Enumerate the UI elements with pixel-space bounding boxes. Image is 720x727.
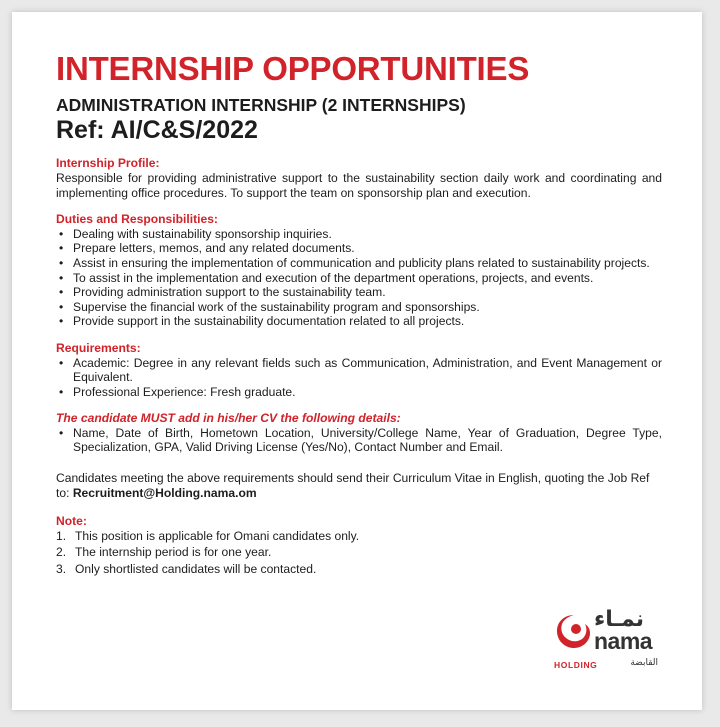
profile-section (56, 156, 662, 200)
logo-holding-arabic: القابضة (630, 658, 658, 668)
cv-section (56, 411, 662, 455)
nama-swirl-icon (554, 609, 594, 657)
list-item: • Assist in ensuring the implementation of communication and publicity plans related to sustainability projects. (56, 256, 662, 271)
list-item: • Dealing with sustainability sponsorship inquiries. (56, 227, 662, 242)
apply-section (56, 471, 662, 500)
duties-section (56, 212, 662, 329)
job-posting-card (12, 12, 702, 710)
list-item: • Provide support in the sustainability documentation related to all projects. (56, 314, 662, 329)
requirements-list (56, 356, 662, 400)
list-item: • Prepare letters, memos, and any related documents. (56, 241, 662, 256)
list-item: 3. Only shortlisted candidates will be contacted. (56, 562, 317, 577)
note-heading: Note: (56, 514, 87, 529)
profile-heading: Internship Profile: (56, 156, 160, 171)
list-item: 1. This position is applicable for Omani candidates only. (56, 528, 360, 543)
list-item: • Providing administration support to the sustainability team. (56, 285, 662, 300)
duties-list (56, 227, 662, 329)
recruitment-email-link[interactable]: Recruitment@Holding.nama.om (72, 485, 257, 500)
requirements-heading: Requirements: (56, 340, 141, 355)
list-item: 2. The internship period is for one year. (56, 545, 272, 560)
logo-name: nama (594, 628, 653, 654)
note-list (56, 529, 662, 577)
list-item: • Name, Date of Birth, Hometown Location, University/College Name, Year of Graduation, Degree Type, Specialization, GPA, Valid Driving License (Yes/No), Contact Number and Email. (56, 426, 662, 455)
list-item: • Academic: Degree in any relevant fields such as Communication, Administration, and Event Management or Equivalent. (56, 356, 662, 385)
nama-holding-logo (554, 609, 662, 673)
duties-heading: Duties and Responsibilities: (56, 212, 218, 227)
list-item: • Professional Experience: Fresh graduate. (56, 385, 662, 400)
cv-list (56, 426, 662, 455)
logo-holding-text: HOLDING (554, 660, 598, 670)
cv-heading: The candidate MUST add in his/her CV the following details: (56, 411, 401, 426)
requirements-section (56, 341, 662, 399)
profile-text: Responsible for providing administrative support to the sustainability section daily work and coordinating and implementing office procedures. To support the team on sponsorship plan and execution. (56, 170, 662, 200)
note-section (56, 514, 662, 576)
list-item: • Supervise the financial work of the sustainability program and sponsorships. (56, 300, 662, 315)
apply-text: Candidates meeting the above requirements should send their Curriculum Vitae in English, quoting the Job Ref to: (56, 471, 650, 500)
list-item: • To assist in the implementation and execution of the department operations, projects, and events. (56, 271, 662, 286)
logo-arabic-name: نمـاء (594, 607, 645, 632)
page-title: INTERNSHIP OPPORTUNITIES (56, 50, 530, 87)
reference-code: Ref: AI/C&S/2022 (56, 115, 258, 144)
position-title: ADMINISTRATION INTERNSHIP (2 INTERNSHIPS) (56, 94, 466, 115)
